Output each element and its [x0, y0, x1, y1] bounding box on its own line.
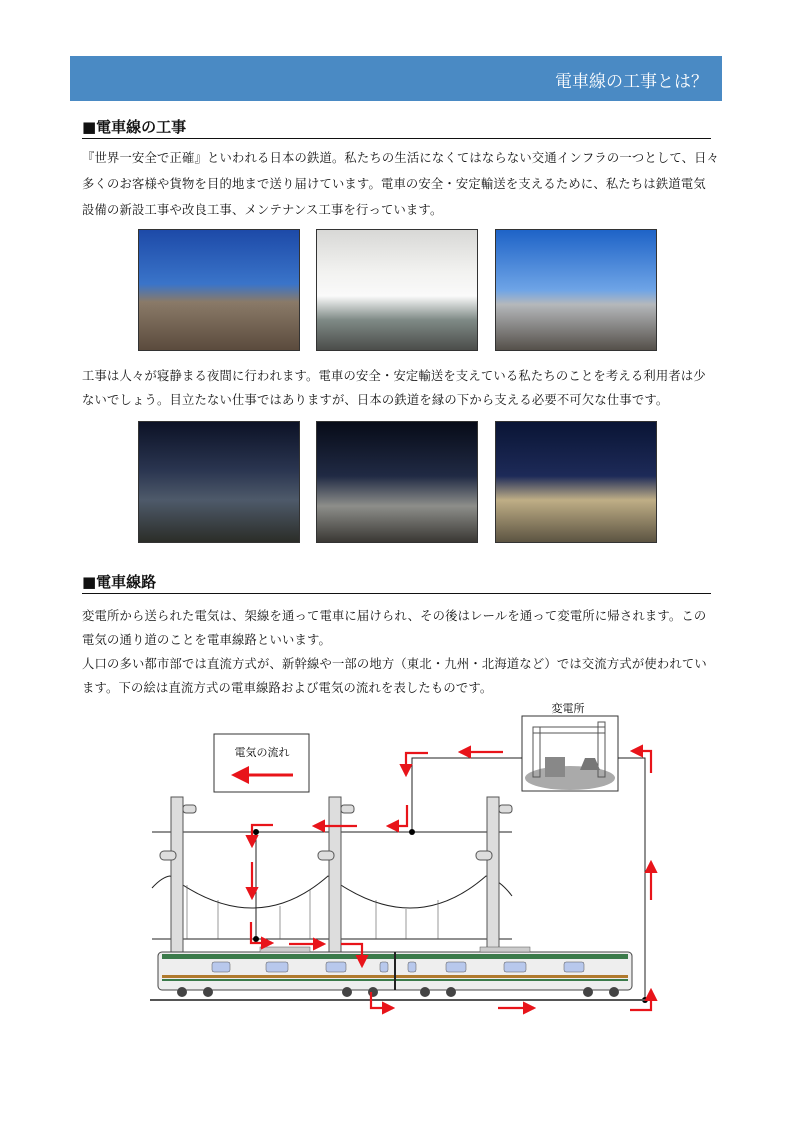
catenary-paragraph: [82, 604, 722, 700]
photo-night-work-2: [316, 421, 478, 543]
photo-night-work-1: [138, 421, 300, 543]
photo-night-work-3: [495, 421, 657, 543]
catenary-diagram: [140, 700, 670, 1020]
train: [158, 947, 632, 997]
substation-icon: [522, 716, 618, 791]
section-heading-catenary: ■電車線路: [82, 571, 711, 594]
text-line: 多くのお客様や貨物を目的地まで送り届けています。電車の安全・安定輸送を支えるために、私たちは鉄道電気: [82, 177, 706, 191]
text-line: ないでしょう。目立たない仕事ではありますが、日本の鉄道を縁の下から支える必要不可欠な仕事です。: [82, 393, 669, 407]
photo-overhead-line-daytime-1: [138, 229, 300, 351]
night-work-paragraph: [82, 364, 722, 412]
text-line: 設備の新設工事や改良工事、メンテナンス工事を行っています。: [82, 203, 443, 217]
photo-station-platform: [316, 229, 478, 351]
intro-paragraph: [82, 145, 722, 223]
text-line: 変電所から送られた電気は、架線を通って電車に届けられ、その後はレールを通って変電所に帰されます。この: [82, 609, 707, 623]
text-line: 電気の通り道のことを電車線路といいます。: [82, 633, 331, 647]
text-line: 工事は人々が寝静まる夜間に行われます。電車の安全・安定輸送を支えている私たちのことを考える利用者は少: [82, 369, 706, 383]
photo-overhead-line-daytime-2: [495, 229, 657, 351]
header-banner: [70, 56, 722, 101]
text-line: ます。下の絵は直流方式の電車線路および電気の流れを表したものです。: [82, 681, 493, 695]
substation-label: 変電所: [551, 702, 585, 715]
text-line: 『世界一安全で正確』といわれる日本の鉄道。私たちの生活になくてはならない交通インフラの一つとして、日々: [82, 151, 720, 165]
legend-box: [214, 734, 309, 792]
header-title: 電車線の工事とは？: [555, 72, 708, 92]
catenary-poles: [160, 797, 512, 955]
legend-label: 電気の流れ: [234, 746, 290, 759]
text-line: 人口の多い都市部では直流方式が、新幹線や一部の地方（東北・九州・北海道など）では交流方式が使われてい: [82, 657, 707, 671]
section-heading-construction: ■電車線の工事: [82, 116, 711, 139]
